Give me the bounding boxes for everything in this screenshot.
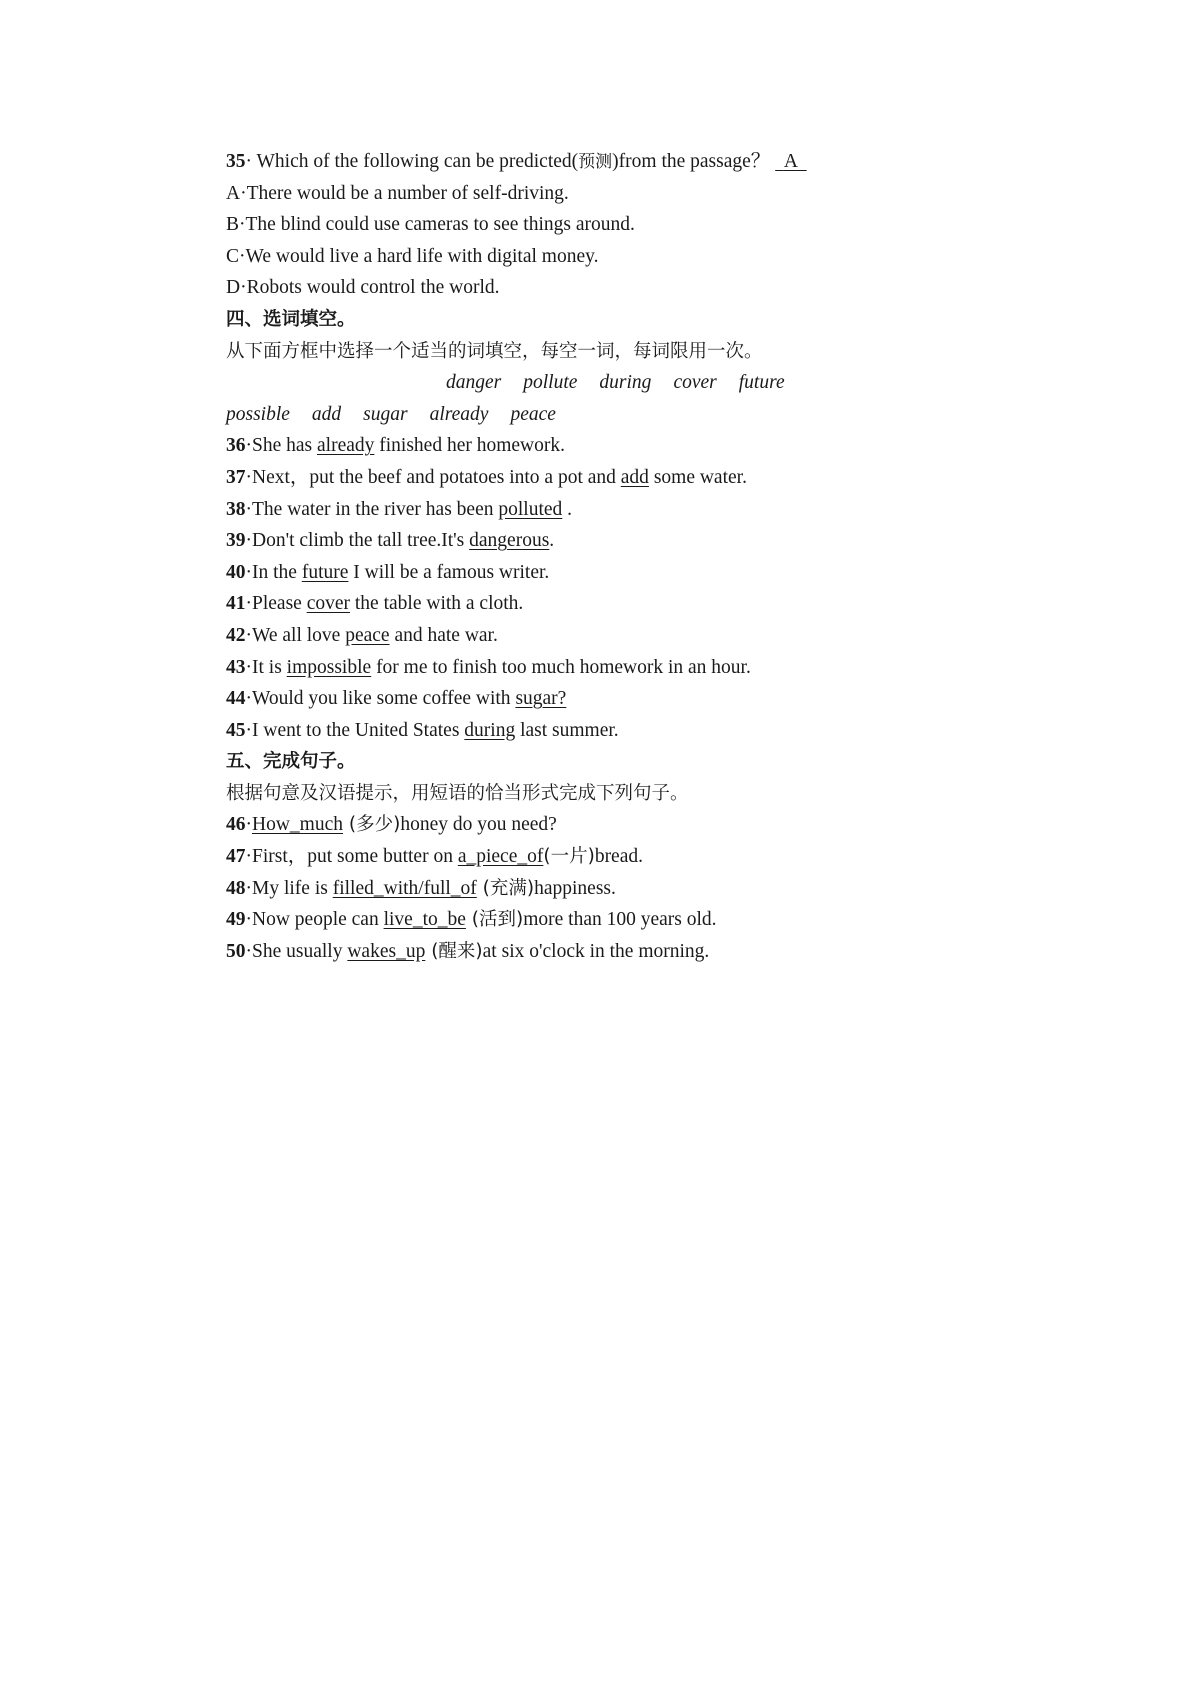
section-4-instruction: 从下面方框中选择一个适当的词填空，每空一词，每词限用一次。	[226, 340, 763, 362]
question-hint: (活到)	[465, 909, 524, 931]
question-text-end: and hate war.	[389, 624, 498, 646]
option-text: The blind could use cameras to see things around.	[245, 214, 635, 236]
option-letter: D	[226, 277, 241, 299]
answer-value: live_to_be	[383, 909, 466, 931]
answer-value: cover	[306, 593, 351, 615]
option-text: Robots would control the world.	[246, 277, 500, 299]
question-text: She has	[252, 435, 317, 457]
question-46: 46·How_much (多少)honey do you need?	[226, 814, 557, 836]
question-text-end: .	[562, 498, 573, 520]
option-letter: A	[226, 182, 241, 204]
question-text: Don't climb the tall tree.It's	[252, 530, 470, 552]
answer-value: wakes_up	[347, 940, 426, 962]
question-37: 37·Next，put the beef and potatoes into a pot and add some water.	[226, 466, 747, 488]
question-hint: (充满)	[476, 877, 535, 899]
question-48: 48·My life is filled_with/full_of (充满)happiness.	[226, 877, 616, 899]
option-b: B·The blind could use cameras to see things around.	[226, 214, 635, 236]
answer-value: impossible	[286, 656, 372, 678]
question-text-end: more than 100 years old.	[523, 909, 717, 931]
question-number: 45	[226, 719, 246, 741]
section-5-heading: 五、完成句子。	[226, 751, 356, 773]
question-text: Please	[252, 593, 307, 615]
answer-value: add	[620, 466, 649, 488]
answer-value: How_much	[252, 814, 343, 836]
question-text: In the	[252, 561, 302, 583]
question-number: 49	[226, 909, 246, 931]
answer-blank	[775, 151, 806, 172]
question-hint: (多少)	[343, 814, 401, 836]
answer-value: dangerous	[469, 530, 550, 552]
question-text: We all love	[252, 624, 346, 646]
question-text: The water in the river has been	[252, 498, 499, 520]
question-text-end: )from the passage？	[612, 151, 771, 172]
question-number: 41	[226, 593, 246, 615]
question-number: 50	[226, 940, 246, 962]
question-38: 38·The water in the river has been polluted .	[226, 498, 573, 520]
option-text: We would live a hard life with digital money.	[245, 245, 599, 267]
question-text: I went to the United States	[252, 719, 465, 741]
question-number: 38	[226, 498, 246, 520]
answer-value: A	[783, 151, 797, 172]
question-41: 41·Please cover the table with a cloth.	[226, 593, 524, 615]
word-box-word: danger	[446, 372, 502, 394]
question-45: 45·I went to the United States during last summer.	[226, 719, 619, 741]
word-box-row-1	[226, 367, 986, 399]
word-box-row-2	[226, 399, 986, 431]
answer-value: sugar?	[515, 688, 567, 710]
word-box-word: pollute	[523, 372, 578, 394]
question-text: Would you like some coffee with	[252, 688, 516, 710]
section-5-instruction: 根据句意及汉语提示，用短语的恰当形式完成下列句子。	[226, 782, 689, 804]
answer-value: a_piece_of	[457, 846, 544, 868]
question-text-end: happiness.	[534, 877, 616, 899]
question-number: 36	[226, 435, 246, 457]
question-number: 39	[226, 530, 246, 552]
question-42: 42·We all love peace and hate war.	[226, 624, 498, 646]
question-number: 44	[226, 688, 246, 710]
option-a: A·There would be a number of self-driving.	[226, 182, 569, 204]
option-letter: C	[226, 245, 240, 267]
question-35: 35· Which of the following can be predicted(预测)from the passage？ A	[226, 146, 986, 178]
option-text: There would be a number of self-driving.	[246, 182, 569, 204]
answer-value: already	[317, 435, 375, 457]
question-text-end: some water.	[648, 466, 747, 488]
question-50: 50·She usually wakes_up (醒来)at six o'clock in the morning.	[226, 940, 710, 962]
word-box-word: during	[599, 372, 652, 394]
word-box-word: already	[429, 403, 489, 425]
question-text: Next，put the beef and potatoes into a pot and	[252, 466, 621, 488]
question-text-end: last summer.	[515, 719, 619, 741]
option-d: D·Robots would control the world.	[226, 277, 500, 299]
answer-value: future	[301, 561, 349, 583]
answer-value: peace	[345, 624, 390, 646]
question-text-end: for me to finish too much homework in an hour.	[371, 656, 751, 678]
question-number: 35	[226, 151, 246, 172]
question-number: 43	[226, 656, 246, 678]
question-number: 40	[226, 561, 246, 583]
question-text-end: bread.	[594, 846, 643, 868]
question-49: 49·Now people can live_to_be (活到)more than 100 years old.	[226, 909, 717, 931]
question-text: Now people can	[252, 909, 384, 931]
word-box-word: peace	[510, 403, 556, 425]
question-text: It is	[252, 656, 287, 678]
word-box-word: sugar	[363, 403, 408, 425]
word-box-word: future	[738, 372, 785, 394]
question-number: 46	[226, 814, 246, 836]
answer-value: polluted	[498, 498, 563, 520]
question-text-end: finished her homework.	[374, 435, 566, 457]
question-text-end: I will be a famous writer.	[348, 561, 550, 583]
question-39: 39·Don't climb the tall tree.It's dangerous.	[226, 530, 555, 552]
question-text-end: the table with a cloth.	[350, 593, 524, 615]
option-c: C·We would live a hard life with digital money.	[226, 245, 599, 267]
question-text: First，put some butter on	[252, 846, 458, 868]
question-number: 47	[226, 846, 246, 868]
question-number: 48	[226, 877, 246, 899]
answer-value: during	[464, 719, 516, 741]
question-text-end: .	[549, 530, 555, 552]
question-hint: (醒来)	[425, 940, 483, 962]
question-text-end: at six o'clock in the morning.	[482, 940, 710, 962]
question-number: 42	[226, 624, 246, 646]
question-43: 43·It is impossible for me to finish too much homework in an hour.	[226, 656, 751, 678]
question-40: 40·In the future I will be a famous writer.	[226, 561, 550, 583]
question-hint: (一片)	[543, 846, 595, 868]
word-box-word: possible	[226, 403, 290, 425]
word-box-word: add	[311, 403, 342, 425]
question-text: Which of the following can be predicted(	[256, 151, 579, 172]
question-36: 36·She has already finished her homework.	[226, 435, 566, 457]
question-text: My life is	[252, 877, 333, 899]
question-text: She usually	[252, 940, 348, 962]
question-47: 47·First，put some butter on a_piece_of(一片)bread.	[226, 846, 643, 868]
question-44: 44·Would you like some coffee with sugar?	[226, 688, 567, 710]
answer-value: filled_with/full_of	[332, 877, 477, 899]
question-text-end: honey do you need?	[400, 814, 557, 836]
word-box-word: cover	[673, 372, 717, 394]
option-letter: B	[226, 214, 240, 236]
section-4-heading: 四、选词填空。	[226, 308, 356, 330]
question-number: 37	[226, 466, 246, 488]
worksheet-page	[226, 146, 986, 967]
question-hint: 预测	[578, 152, 613, 172]
